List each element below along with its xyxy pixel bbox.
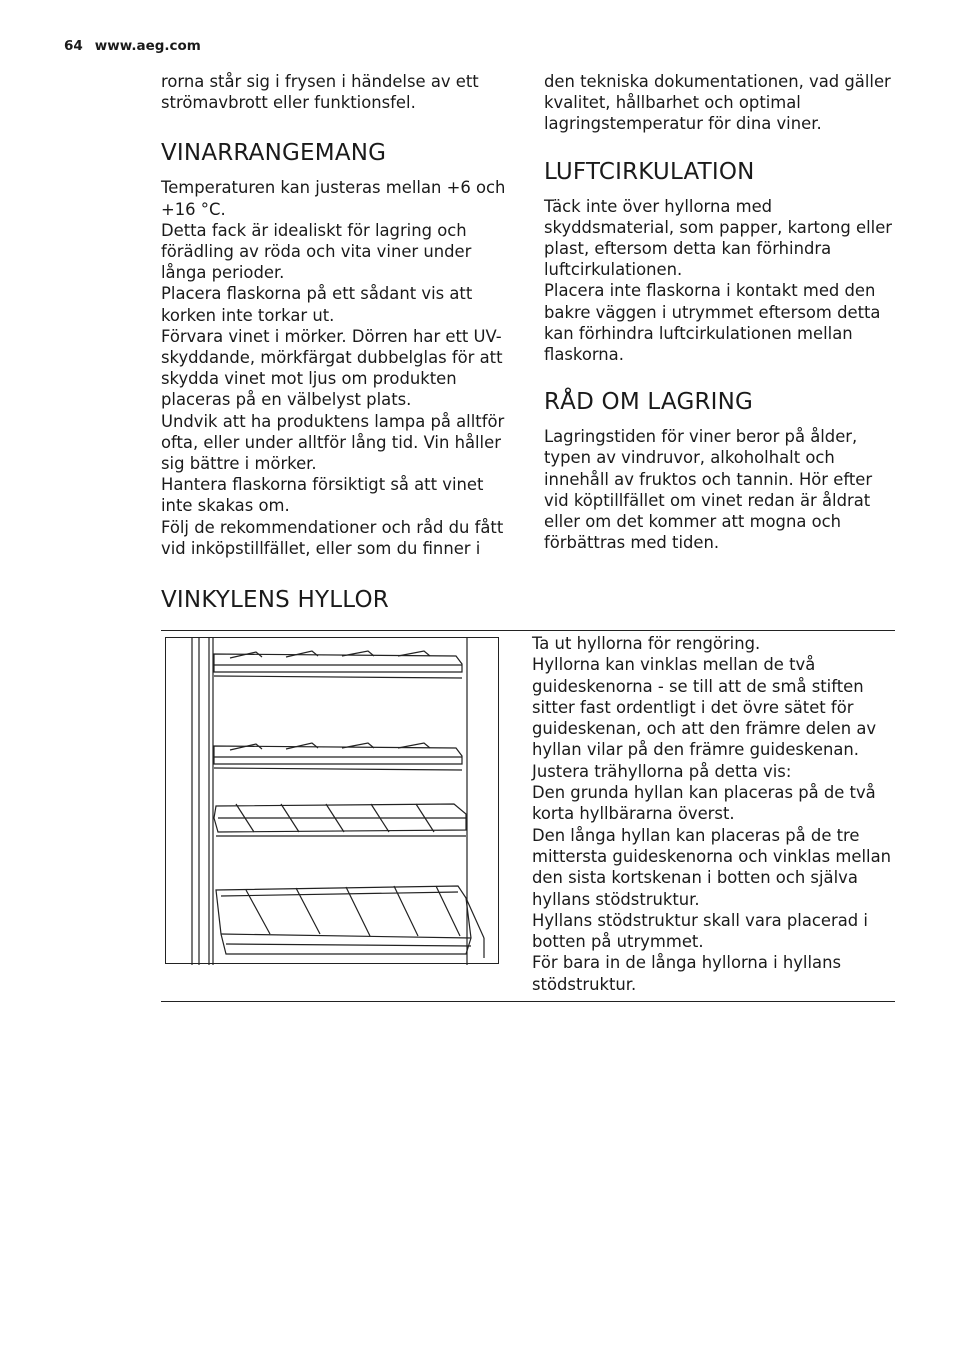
table-bottom-rule (161, 1001, 895, 1002)
paragraph: Detta fack är idealiskt för lagring och förädling av röda och vita viner under långa perioder. (161, 220, 472, 283)
left-column (161, 71, 513, 559)
instruction-line: Hyllorna kan vinklas mellan de två guideskenorna - se till att de små stiften sitter fast ordentligt i det övre sätet för guideskenan, och att den främre delen av hyllan vilar på den främre guideskenan. (532, 655, 877, 760)
section-title-luftcirkulation: LUFTCIRKULATION (544, 158, 755, 185)
paragraph: Hantera flaskorna försiktigt så att vinet inte skakas om. (161, 475, 484, 516)
page-header (64, 38, 201, 54)
instruction-line: Hyllans stödstruktur skall vara placerad i botten på utrymmet. (532, 910, 868, 952)
shelves-instructions (532, 633, 892, 995)
instruction-line: För bara in de långa hyllorna i hyllans stödstruktur. (532, 953, 842, 994)
instruction-line: Justera trähyllorna på detta vis: (532, 761, 792, 781)
instruction-line: Den långa hyllan kan placeras på de tre mittersta guideskenorna och vinklas mellan den sista kortskenan i botten och själva hyllans stödstruktur. (532, 825, 892, 909)
paragraph: Förvara vinet i mörker. Dörren har ett UV-skyddande, mörkfärgat dubbelglas för att skydda vinet mot ljus om produkten placeras på en välbelyst plats. (161, 326, 503, 410)
shelves-illustration (165, 637, 499, 964)
paragraph: Temperaturen kan justeras mellan +6 och +16 °C. (161, 178, 506, 219)
instruction-line: Ta ut hyllorna för rengöring. (532, 634, 761, 653)
left-intro: rorna står sig i frysen i händelse av ett strömavbrott eller funktionsfel. (161, 72, 479, 113)
paragraph: Täck inte över hyllorna med skyddsmaterial, som papper, kartong eller plast, eftersom detta kan förhindra luftcirkulationen. (544, 196, 893, 280)
wine-shelves-drawing (166, 638, 500, 965)
table-top-rule (161, 630, 895, 631)
paragraph: Undvik att ha produktens lampa på alltför ofta, eller under alltför lång tid. Vin håller sig bättre i mörker. (161, 411, 505, 474)
section-title-rad-om-lagring: RÅD OM LAGRING (544, 389, 754, 416)
right-intro: den tekniska dokumentationen, vad gäller kvalitet, hållbarhet och optimal lagringstemperatur för dina viner. (544, 72, 891, 134)
paragraph: Placera flaskorna på ett sådant vis att korken inte torkar ut. (161, 284, 473, 325)
section-title-vinarrangemang: VINARRANGEMANG (161, 140, 387, 167)
paragraph: Lagringstiden för viner beror på ålder, typen av vindruvor, alkoholhalt och innehåll av fruktos och tannin. Hör efter vid köptillfället om vinet redan är åldrat eller om det kommer att mogna och förbättras med tiden. (544, 427, 873, 553)
section-title-vinkylens-hyllor: VINKYLENS HYLLOR (161, 587, 389, 613)
paragraph: Placera inte flaskorna i kontakt med den bakre väggen i utrymmet eftersom detta kan förhindra luftcirkulationen mellan flaskorna. (544, 281, 881, 365)
page-number: 64 (64, 38, 83, 54)
site-url: www.aeg.com (94, 38, 201, 54)
instruction-line: Den grunda hyllan kan placeras på de två korta hyllbärarna överst. (532, 783, 876, 824)
right-column (544, 71, 896, 553)
paragraph: Följ de rekommendationer och råd du fått vid inköpstillfället, eller som du finner i (161, 517, 504, 558)
